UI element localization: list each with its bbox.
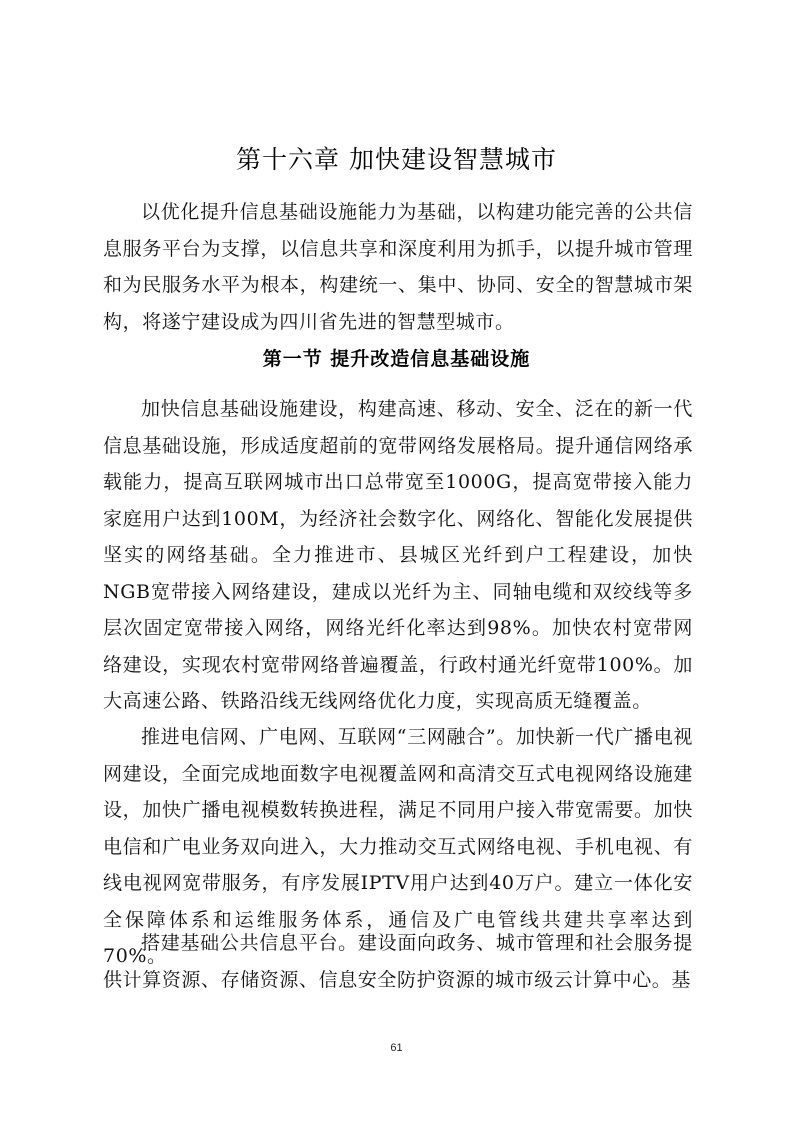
page-number: 61 bbox=[390, 1042, 403, 1054]
body-paragraph: 推进电信网、广电网、互联网“三网融合”。加快新一代广播电视网建设，全面完成地面数字电视覆盖网和高清交互式电视网络设施建设，加快广播电视模数转换进程，满足不同用户接入带宽需要。加快电信和广电业务双向进入，大力推动交互式网络电视、手机电视、有线电视网宽带服务，有序发展IPTV用户达到40万户。建立一体化安全保障体系和运维服务体系，通信及广电管线共建共享率达到70%。 bbox=[103, 726, 693, 967]
body-paragraph: 搭建基础公共信息平台。建设面向政务、城市管理和社会服务提供计算资源、存储资源、信息安全防护资源的城市级云计算中心。基 bbox=[103, 932, 693, 991]
chapter-title: 第十六章 加快建设智慧城市 bbox=[236, 145, 557, 174]
chapter-intro-paragraph: 以优化提升信息基础设施能力为基础，以构建功能完善的公共信息服务平台为支撑，以信息共享和深度利用为抓手，以提升城市管理和为民服务水平为根本，构建统一、集中、协同、安全的智慧城市架构，将遂宁建设成为四川省先进的智慧型城市。 bbox=[103, 201, 693, 333]
section-title: 第一节 提升改造信息基础设施 bbox=[262, 348, 531, 370]
body-paragraph: 加快信息基础设施建设，构建高速、移动、安全、泛在的新一代信息基础设施，形成适度超前的宽带网络发展格局。提升通信网络承载能力，提高互联网城市出口总带宽至1000G，提高宽带接入能力家庭用户达到100M，为经济社会数字化、网络化、智能化发展提供坚实的网络基础。全力推进市、县城区光纤到户工程建设，加快NGB宽带接入网络建设，建成以光纤为主、同轴电缆和双绞线等多层次固定宽带接入网络，网络光纤化率达到98%。加快农村宽带网络建设，实现农村宽带网络普遍覆盖，行政村通光纤宽带100%。加大高速公路、铁路沿线无线网络优化力度，实现高质无缝覆盖。 bbox=[103, 398, 693, 712]
